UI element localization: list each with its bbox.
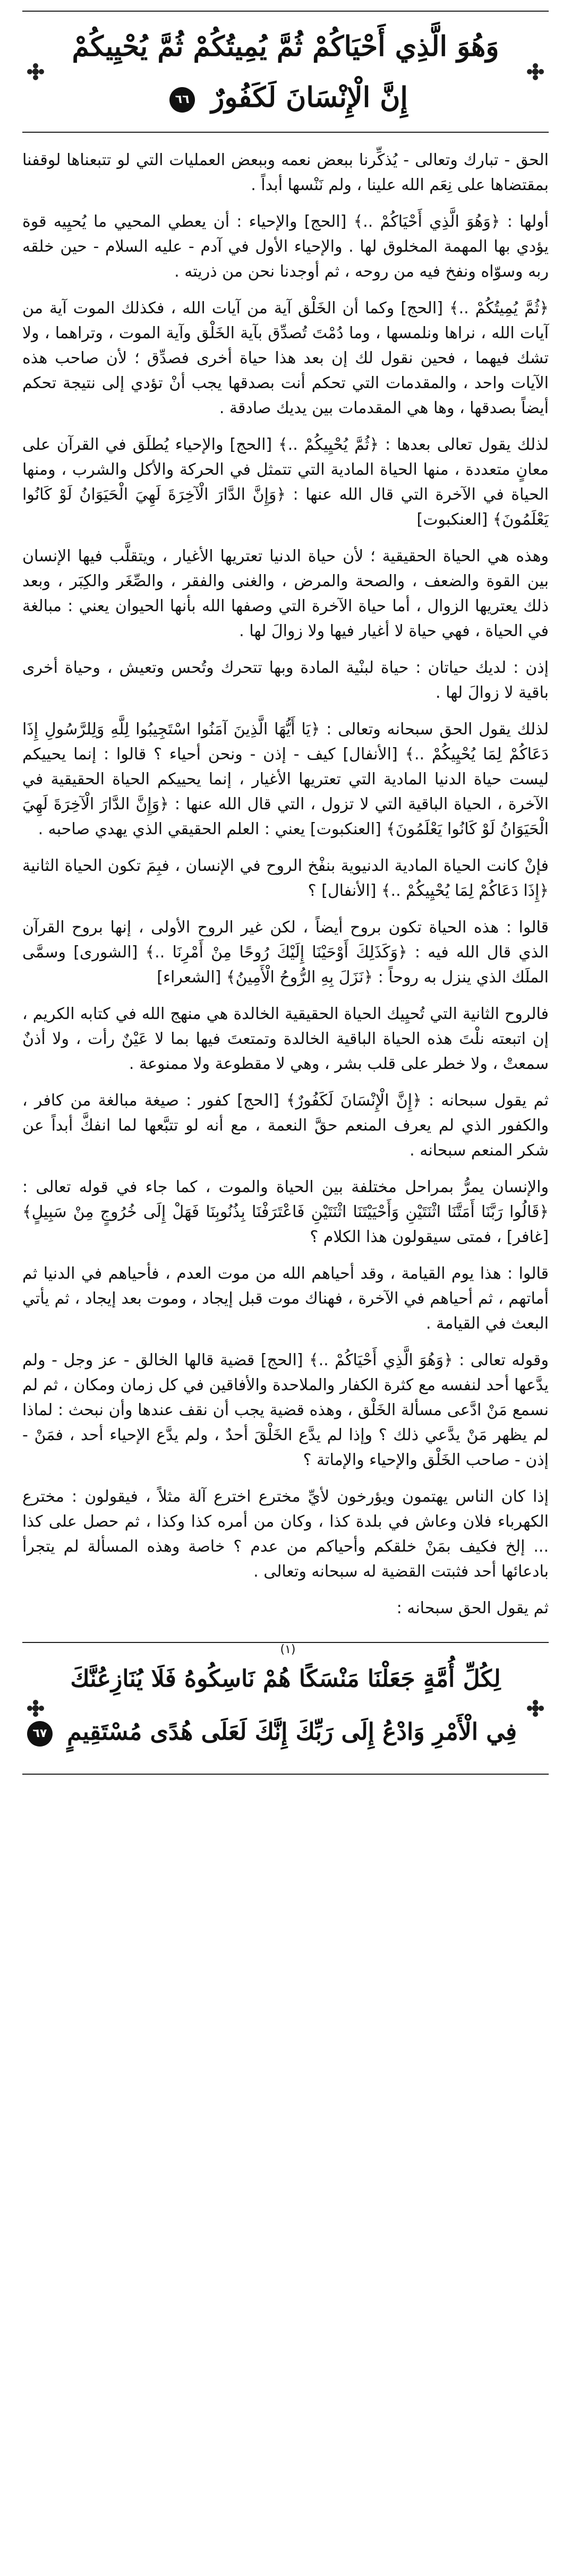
ornament-flower-icon xyxy=(27,63,45,81)
paragraph: الحق - تبارك وتعالى - يُذكِّرنا ببعض نعمه وببعض العمليات التي لو تتبعناها لوقفنا بمقتضاها على نِعَم الله علينا ، ولم نَنْسها أبداً . xyxy=(22,151,549,194)
paragraph: إذن : لديك حياتان : حياة لبنْية المادة وبها تتحرك وتُحس وتعيش ، وحياة أخرى باقية لا زوالَ لها . xyxy=(22,658,549,702)
ornament-flower-icon xyxy=(526,1699,544,1717)
paragraph: لذلك يقول تعالى بعدها : ﴿ثُمَّ يُحْيِيكُمْ ..﴾ [الحج] والإحياء يُطلَق في القرآن على معانٍ متعددة ، منها الحياة المادية التي تتمثل في الحركة والأكل والشرب ، ومنها الحياة في الآخرة التي قال الله عنها : ﴿وَإِنَّ الدَّارَ الْآخِرَةَ لَهِيَ الْحَيَوَانُ لَوْ كَانُوا يَعْلَمُونَ﴾ [العنكبوت] xyxy=(22,435,549,529)
footnote-marker: (١) xyxy=(280,1643,296,1656)
paragraph: ﴿ثُمَّ يُمِيتُكُمْ ..﴾ [الحج] وكما أن الخَلْق آية من آيات الله ، فكذلك الموت آية من آيات الله ، نراها ونلمسها ، وما دُمْتَ تُصدِّق بآية الخَلْق وآية الموت ، وتراهما ، ولا تشك فيهما ، فحين نقول لك إن بعد هذا حياة أخرى فصدِّق ؛ لأن صاحب هذه الآيات واحد ، والمقدمات التي تحكم أنت بصدقها يجب أنْ تؤدي إلى نتيجة تحكم أيضاً بصدقها ، وها هي المقدمات بين يديك صادقة . xyxy=(22,299,549,417)
paragraph: قالوا : هذه الحياة تكون بروح أيضاً ، لكن غير الروح الأولى ، إنها بروح القرآن الذي قال الله فيه : ﴿وَكَذَلِكَ أَوْحَيْنَا إِلَيْكَ رُوحًا مِنْ أَمْرِنَا ..﴾ [الشورى] وسمَّى الملَك الذي ينزل به روحاً : ﴿نَزَلَ بِهِ الرُّوحُ الْأَمِينُ﴾ [الشعراء] xyxy=(22,918,549,987)
ornament-flower-icon xyxy=(27,1699,45,1717)
verse-header-top xyxy=(22,11,549,133)
verse-line-2-text: إِنَّ الْإِنْسَانَ لَكَفُورٌ xyxy=(211,81,408,114)
paragraph: أولها : ﴿وَهُوَ الَّذِي أَحْيَاكُمْ ..﴾ [الحج] والإحياء : أن يعطي المحيي ما يُحيِيه قوة يؤدي بها المهمة المخلوق لها . والإحياء الأول في آدم - عليه السلام - حين خلقه ربه وسوّاه ونفخ فيه من روحه ، ثم أوجدنا نحن من ذريته . xyxy=(22,212,549,281)
verse-line-1: وَهُوَ الَّذِي أَحْيَاكُمْ ثُمَّ يُمِيتُكُمْ ثُمَّ يُحْيِيكُمْ xyxy=(72,30,499,63)
verse-line-2 xyxy=(54,72,517,123)
verse-line-1: لِكُلِّ أُمَّةٍ جَعَلْنَا مَنْسَكًا هُمْ نَاسِكُوهُ فَلَا يُنَازِعُنَّكَ xyxy=(70,1665,501,1692)
paragraph: ثم يقول الحق سبحانه : xyxy=(396,1599,549,1618)
paragraph: فالروح الثانية التي تُحيِيك الحياة الحقيقية الخالدة هي منهج الله في كتابه الكريم ، إن اتبعته نلْتَ هذه الحياة الباقية الخالدة وتمتعتَ فيها بما لا عَيْنٌ رأت ، ولا أذنٌ سمعتْ ، ولا خطر على قلب بشر ، وهي لا مقطوعة ولا ممنوعة . xyxy=(22,1005,549,1073)
ayah-number-badge: ٦٧ xyxy=(27,1721,53,1747)
paragraph: إذا كان الناس يهتمون ويؤرخون لأيِّ مخترع اخترع آلة مثلاً ، فيقولون : مخترع الكهرباء فلان وعاش في بلدة كذا ، وكان من أمره كذا وكذا ، ثم حصل على كذا ... إلخ فكيف بمَنْ خلقكم وأحياكم من عدم ؟ خاصة وهذه المسألة لم يتجرأ بادعائها أحد فثبتت القضية له سبحانه وتعالى . xyxy=(22,1487,549,1581)
paragraph: وقوله تعالى : ﴿وَهُوَ الَّذِي أَحْيَاكُمْ ..﴾ [الحج] قضية قالها الخالق - عز وجل - ولم يدَّعها أحد لنفسه مع كثرة الكفار والملاحدة والأفاقين في كل زمان ومكان ، ثم لم نسمع مَنْ ادَّعى مسألة الخَلْق ، وهذه قضية يجب أن نقف عندها وأن نبحث : لماذا لم يظهر مَنْ يدَّعي ذلك ؟ وإذا لم يدَّع الخَلْقَ أحدٌ ، ولم يدَّع الإحياء أحد ، فمَنْ - إذن - صاحب الخَلْق والإحياء والإماتة ؟ xyxy=(22,1351,549,1469)
verse-header-bottom xyxy=(22,1642,549,1775)
ayah-number-badge: ٦٦ xyxy=(169,87,195,113)
commentary-body xyxy=(22,148,549,1621)
paragraph: وهذه هي الحياة الحقيقية ؛ لأن حياة الدنيا تعتريها الأغيار ، ويتقلَّب فيها الإنسان بين القوة والضعف ، والصحة والمرض ، والغنى والفقر ، والصِّغَر والكِبَر ، وبعد ذلك يعتريها الزوال ، أما حياة الآخرة التي وصفها الله بأنها الحيوان يعني : مبالغة في الحياة ، فهي حياة لا أغيار فيها ولا زوالَ لها . xyxy=(22,547,549,640)
paragraph: ثم يقول سبحانه : ﴿إِنَّ الْإِنْسَانَ لَكَفُورٌ﴾ [الحج] كفور : صيغة مبالغة من كافر ، والكفور الذي لم يعرف المنعم حقَّ النعمة ، مع أنه لو تتبَّعها لما انفكَّ أبداً عن شكر المنعم سبحانه . xyxy=(22,1091,549,1160)
verse-line-2-text: فِي الْأَمْرِ وَادْعُ إِلَى رَبِّكَ إِنَّكَ لَعَلَى هُدًى مُسْتَقِيمٍ xyxy=(67,1718,517,1745)
verse-line-2 xyxy=(32,1706,517,1759)
paragraph: والإنسان يمرُّ بمراحل مختلفة بين الحياة والموت ، كما جاء في قوله تعالى : ﴿قَالُوا رَبَّنَا أَمَتَّنَا اثْنَتَيْنِ وَأَحْيَيْتَنَا اثْنَتَيْنِ فَاعْتَرَفْنَا بِذُنُوبِنَا فَهَلْ إِلَى خُرُوجٍ مِنْ سَبِيلٍ﴾ [غافر] ، فمتى سيقولون هذا الكلام ؟ xyxy=(22,1178,549,1246)
paragraph: قالوا : هذا يوم القيامة ، وقد أحياهم الله من موت العدم ، فأحياهم في الدنيا ثم أماتهم ، ثم أحياهم في الآخرة ، فهناك موت قبل إيجاد ، وموت بعد إيجاد ، ثم يأتي البعث في القيامة . xyxy=(22,1264,549,1333)
paragraph: لذلك يقول الحق سبحانه وتعالى : ﴿يَا أَيُّهَا الَّذِينَ آمَنُوا اسْتَجِيبُوا لِلَّهِ وَلِلرَّسُولِ إِذَا دَعَاكُمْ لِمَا يُحْيِيكُمْ ..﴾ [الأنفال] كيف - إذن - ونحن أحياء ؟ قالوا : إنما يحييكم ليست حياة الدنيا المادية التي تعتريها الأغيار ، إنما يحييكم الحياة الحقيقية في الآخرة ، الحياة الباقية التي لا تزول ، التي قال الله عنها : ﴿وَإِنَّ الدَّارَ الْآخِرَةَ لَهِيَ الْحَيَوَانُ لَوْ كَانُوا يَعْلَمُونَ﴾ [العنكبوت] يعني : العلم الحقيقي الذي يهدي صاحبه . xyxy=(22,720,549,838)
paragraph: فإنْ كانت الحياة المادية الدنيوية بنفْخ الروح في الإنسان ، فبِمَ تكون الحياة الثانية ﴿إِذَا دَعَاكُمْ لِمَا يُحْيِيكُمْ ..﴾ [الأنفال] ؟ xyxy=(22,857,549,900)
ornament-flower-icon xyxy=(526,63,544,81)
